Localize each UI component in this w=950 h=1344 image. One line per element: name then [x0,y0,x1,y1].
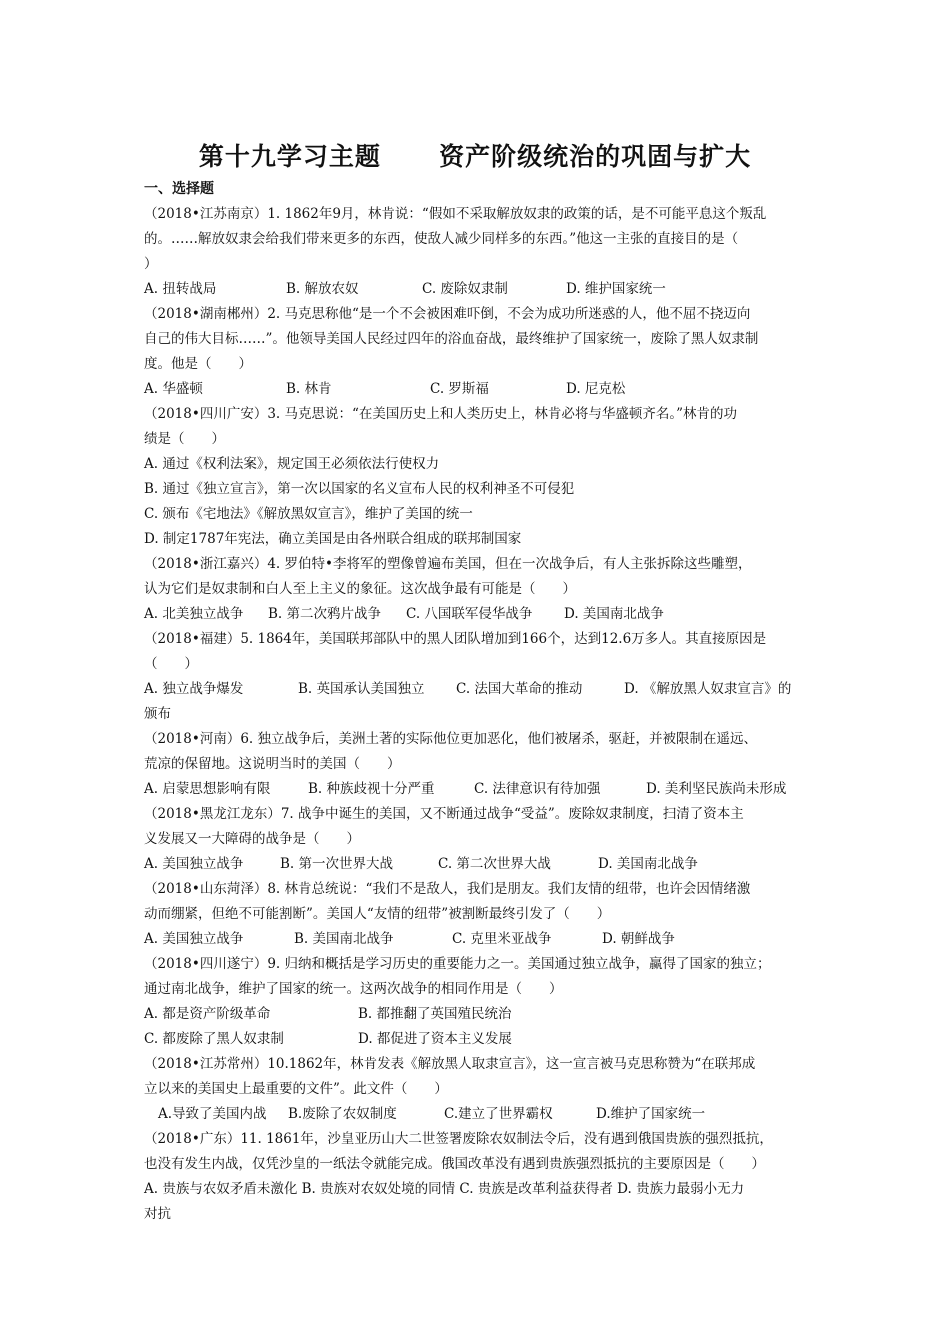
question-stem: （2018•广东）11. 1861年，沙皇亚历山大二世签署废除农奴制法令后，没有遇到俄国贵族的强烈抵抗， [144,1131,773,1147]
option: A. 启蒙思想影响有限 [144,781,271,797]
option: B. 美国南北战争 [294,931,394,947]
option: A. 独立战争爆发 [144,681,244,697]
question-stem: 的。……解放奴隶会给我们带来更多的东西，使敌人减少同样多的东西。”他这一主张的直接目的是（ [144,231,739,247]
option: C. 法国大革命的推动 [456,681,583,697]
option-row [144,377,816,402]
question-stem: 度。他是（ ） [144,356,252,372]
option-row [144,927,816,952]
option: A. 通过《权利法案》，规定国王必须依法行使权力 [144,456,440,472]
page-title: 第十九学习主题 资产阶级统治的巩固与扩大 [198,142,752,171]
option: D. 美国南北战争 [598,856,698,872]
question-stem: 认为它们是奴隶制和白人至上主义的象征。这次战争最有可能是（ ） [144,581,576,597]
option: C.建立了世界霸权 [444,1106,553,1122]
question-stem: （2018•浙江嘉兴）4. 罗伯特•李将军的塑像曾遍布美国，但在一次战争后，有人主张拆除这些雕塑， [144,556,752,572]
question-stem: （2018•江苏常州）10.1862年，林肯发表《解放黑人取隶宣言》，这一宣言被马克思称赞为“在联邦成 [144,1056,756,1072]
option: B. 解放农奴 [286,281,359,297]
option: C. 第二次世界大战 [438,856,551,872]
question-stem: 荒凉的保留地。这说明当时的美国（ ） [144,756,401,772]
option: C. 都废除了黑人奴隶制 [144,1031,284,1047]
option-row [144,1102,816,1127]
question-stem: （2018•福建）5. 1864年，美国联邦部队中的黑人团队增加到166个，达到12.6万多人。其直接原因是 [144,631,767,647]
option: D. 都促进了资本主义发展 [358,1031,512,1047]
option: D. 维护国家统一 [566,281,666,297]
option: C. 克里米亚战争 [452,931,552,947]
question-stem: （2018•江苏南京）1. 1862年9月，林肯说：“假如不采取解放奴隶的政策的话，是不可能平息这个叛乱 [144,206,767,222]
option: D.维护了国家统一 [596,1106,706,1122]
question-stem: （2018•河南）6. 独立战争后，美洲土著的实际他位更加恶化，他们被屠杀，驱赶，并被限制在遥远、 [144,731,757,747]
option: B. 种族歧视十分严重 [308,781,435,797]
question-stem: 也没有发生内战，仅凭沙皇的一纸法令就能完成。俄国改革没有遇到贵族强烈抵抗的主要原因是（ ） [144,1156,765,1172]
option: B.废除了农奴制度 [288,1106,397,1122]
option: B. 第一次世界大战 [280,856,394,872]
option: C. 颁布《宅地法》《解放黑奴宣言》，维护了美国的统一 [144,506,473,522]
question-stem: （2018•四川广安）3. 马克思说：“在美国历史上和人类历史上，林肯必将与华盛顿齐名。”林肯的功 [144,406,738,422]
question-stem: （2018•黑龙江龙东）7. 战争中诞生的美国，又不断通过战争“受益”。废除奴隶制度，扫清了资本主 [144,806,744,822]
question-stem: （2018•湖南郴州）2. 马克思称他“是一个不会被困难吓倒，不会为成功所迷惑的人，他不屈不挠迈向 [144,306,751,322]
option: A. 美国独立战争 [144,856,244,872]
option: A. 都是资产阶级革命 [144,1006,271,1022]
option: D. 《解放黑人奴隶宣言》的 [624,681,792,697]
option: A. 华盛顿 [144,381,203,397]
option: B. 都推翻了英国殖民统治 [358,1006,512,1022]
option: B. 英国承认美国独立 [298,681,425,697]
question-stem: 自己的伟大目标……”。他领导美国人民经过四年的浴血奋战，最终维护了国家统一，废除了黑人奴隶制 [144,331,759,347]
option: A.导致了美国内战 [158,1106,267,1122]
option-row [144,777,816,802]
option-row [144,1027,816,1052]
question-stem: 绩是（ ） [144,431,225,447]
option-row [144,852,816,877]
option-continuation: 对抗 [144,1206,171,1222]
question-stem: 立以来的美国史上最重要的文件”。此文件（ ） [144,1081,448,1097]
option: A. 扭转战局 [144,281,217,297]
section-heading: 一、选择题 [144,181,214,197]
option: B. 林肯 [286,381,332,397]
option: C. 罗斯福 [430,381,489,397]
option-continuation: 颁布 [144,706,171,722]
option: B. 第二次鸦片战争 [268,606,382,622]
option-row [144,677,816,702]
option: B. 通过《独立宣言》，第一次以国家的名义宣布人民的权利神圣不可侵犯 [144,481,575,497]
option-row [144,1002,816,1027]
question-stem: 通过南北战争，维护了国家的统一。这两次战争的相同作用是（ ） [144,981,563,997]
option: D. 美国南北战争 [564,606,664,622]
question-stem: （2018•山东菏泽）8. 林肯总统说：“我们不是敌人，我们是朋友。我们友情的纽带，也许会因情绪激 [144,881,751,897]
option-row [144,277,816,302]
option: D. 美利坚民族尚未形成 [646,781,787,797]
question-stem: 义发展又一大障碍的战争是（ ） [144,831,360,847]
question-list [144,202,816,1227]
question-stem: ） [144,256,158,272]
option-row: A. 贵族与农奴矛盾未激化 B. 贵族对农奴处境的同情 C. 贵族是改革利益获得者 D. 贵族力最弱小无力 [144,1181,745,1197]
option-row [144,602,816,627]
question-stem: （ ） [144,656,198,672]
option: A. 美国独立战争 [144,931,244,947]
option: C. 法律意识有待加强 [474,781,601,797]
question-stem: 动而绷紧，但绝不可能割断”。美国人“友情的纽带”被割断最终引发了（ ） [144,906,611,922]
option: D. 朝鲜战争 [602,931,675,947]
question-stem: （2018•四川遂宁）9. 归纳和概括是学习历史的重要能力之一。美国通过独立战争，赢得了国家的独立； [144,956,771,972]
option: A. 北美独立战争 [144,606,244,622]
option: C. 八国联军侵华战争 [406,606,533,622]
option: D. 尼克松 [566,381,626,397]
option: C. 废除奴隶制 [422,281,508,297]
option: D. 制定1787年宪法，确立美国是由各州联合组成的联邦制国家 [144,531,522,547]
